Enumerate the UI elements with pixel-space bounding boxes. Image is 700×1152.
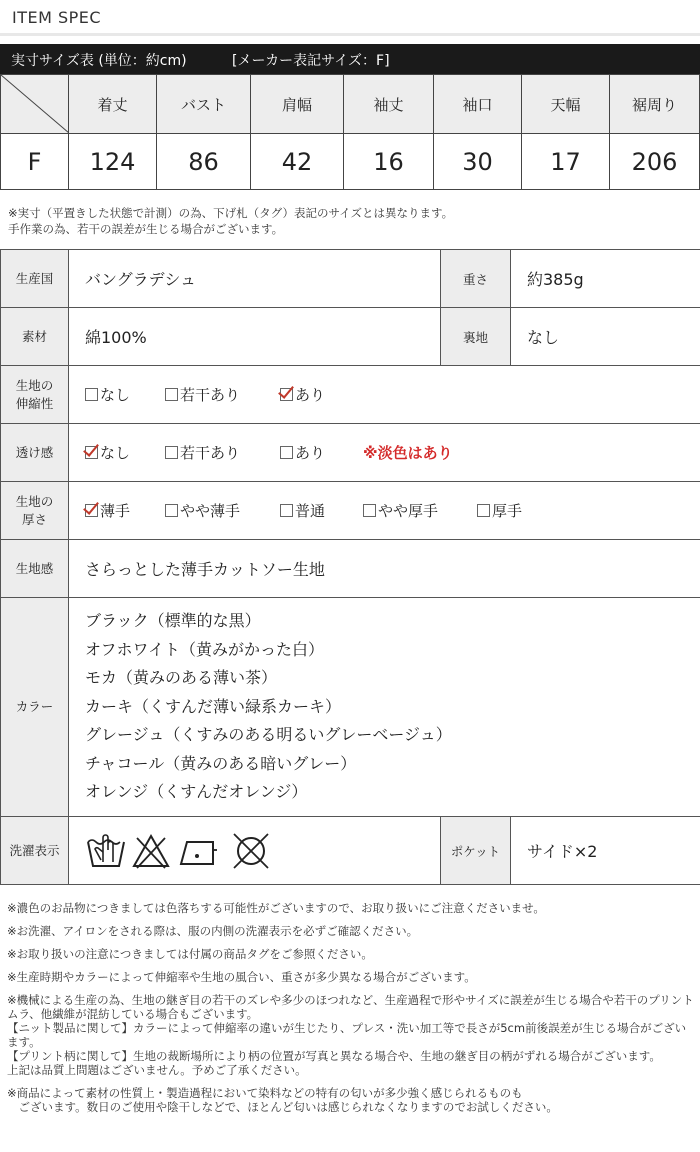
- checkbox-checked: [280, 388, 293, 401]
- weight-label: 重さ: [441, 250, 511, 308]
- size-value: 17: [522, 134, 610, 190]
- thickness-option: [477, 500, 522, 521]
- option-label: 普通: [295, 502, 326, 520]
- color-item: カーキ（くすんだ薄い緑系カーキ）: [85, 696, 342, 716]
- color-label: カラー: [1, 598, 69, 817]
- checkbox: [165, 388, 178, 401]
- stretch-options: [69, 366, 700, 424]
- care-notes: [7, 901, 697, 1114]
- note: ※生産時期やカラーによって伸縮率や生地の風合い、重さが多少異なる場合がございます。: [7, 970, 476, 984]
- col-header: 天幅: [522, 75, 610, 134]
- color-item: グレージュ（くすみのある明るいグレーベージュ）: [85, 725, 452, 745]
- spec-header: [0, 0, 700, 35]
- spec-row-feel: [1, 540, 700, 598]
- checkbox-checked: [85, 504, 98, 517]
- size-notes: [8, 205, 453, 237]
- note: ※機械による生産の為、生地の継ぎ目の若干のズレや多少のほつれなど、生産過程で形やサイズに誤差が生じる場合や若干のプリントムラ、他繊維が混紡している場合もございます。: [7, 993, 694, 1021]
- color-item: オフホワイト（黄みがかった白）: [85, 639, 325, 659]
- hand-wash-40-icon: [85, 832, 127, 870]
- thickness-option: [280, 500, 363, 521]
- corner-diagonal: [1, 75, 69, 133]
- option-label: なし: [100, 386, 131, 404]
- size-note: 手作業の為、若干の誤差が生じる場合がございます。: [8, 222, 284, 236]
- spec-row-sheer: [1, 424, 700, 482]
- sheer-option: [165, 442, 280, 463]
- thickness-option: [363, 500, 477, 521]
- size-value: 30: [434, 134, 522, 190]
- color-item: オレンジ（くすんだオレンジ）: [85, 782, 308, 802]
- sheer-option: [280, 442, 363, 463]
- note: ※商品によって素材の性質上・製造過程において染料などの特有の匂いが多少強く感じられるものも: [7, 1086, 523, 1100]
- checkbox-checked: [85, 446, 98, 459]
- feel-value: さらっとした薄手カットソー生地: [69, 540, 700, 598]
- option-label: 薄手: [100, 502, 131, 520]
- size-row-label: F: [1, 134, 69, 190]
- thickness-label-line: 厚さ: [21, 511, 47, 527]
- material-value: 綿100%: [69, 308, 441, 366]
- spec-row-care: [1, 817, 700, 885]
- no-tumble-dry-icon: [229, 831, 273, 871]
- spec-table: [0, 249, 700, 885]
- option-label: あり: [295, 386, 326, 404]
- color-item: ブラック（標準的な黒）: [85, 611, 261, 631]
- lining-label: 裏地: [441, 308, 511, 366]
- size-value: 42: [251, 134, 344, 190]
- iron-low-icon: [177, 832, 221, 870]
- option-label: 厚手: [492, 502, 523, 520]
- checkbox: [477, 504, 490, 517]
- spec-title: ITEM SPEC: [12, 8, 102, 27]
- stretch-option: [280, 384, 325, 405]
- option-label: なし: [100, 444, 131, 462]
- thickness-option: [165, 500, 280, 521]
- size-value: 16: [344, 134, 434, 190]
- checkbox: [280, 446, 293, 459]
- size-table-bar: [0, 44, 700, 74]
- checkbox: [165, 504, 178, 517]
- note: 【ニット製品に関して】カラーによって伸縮率の違いが生じたり、プレス・洗い加工等で長さが5cm前後誤差が生じる場合がございます。: [7, 1021, 687, 1049]
- size-unit-label: 実寸サイズ表 (単位：約cm): [11, 53, 187, 69]
- spec-row-stretch: [1, 366, 700, 424]
- size-value: 86: [157, 134, 251, 190]
- col-header: 袖口: [434, 75, 522, 134]
- note: 上記は品質上問題はございません。予めご了承ください。: [7, 1063, 307, 1077]
- size-header-row: [1, 75, 700, 134]
- note: ※お洗濯、アイロンをされる際は、服の内側の洗濯表示を必ずご確認ください。: [7, 924, 419, 938]
- col-header: バスト: [157, 75, 251, 134]
- header-rule: [0, 33, 700, 36]
- pocket-value: サイド×2: [511, 817, 700, 885]
- care-label: 洗濯表示: [1, 817, 69, 885]
- option-label: 若干あり: [180, 444, 241, 462]
- sheer-option: [85, 442, 165, 463]
- color-item: モカ（黄みのある薄い茶）: [85, 668, 278, 688]
- corner-cell: [1, 75, 69, 134]
- size-value: 206: [610, 134, 700, 190]
- stretch-label-line: 伸縮性: [15, 395, 54, 411]
- option-label: やや厚手: [378, 502, 439, 520]
- stretch-option: [85, 384, 165, 405]
- thickness-options: [69, 482, 700, 540]
- material-label: 素材: [1, 308, 69, 366]
- option-label: あり: [295, 444, 326, 462]
- spec-row-origin: [1, 250, 700, 308]
- maker-size-label: [メーカー表記サイズ：F]: [232, 53, 390, 69]
- size-value: 124: [69, 134, 157, 190]
- no-bleach-icon: [131, 832, 171, 870]
- checkbox: [85, 388, 98, 401]
- checkbox: [363, 504, 376, 517]
- origin-value: バングラデシュ: [69, 250, 441, 308]
- col-header: 着丈: [69, 75, 157, 134]
- color-list: [69, 598, 700, 817]
- col-header: 裾周り: [610, 75, 700, 134]
- size-note: ※実寸（平置きした状態で計測）の為、下げ札（タグ）表記のサイズとは異なります。: [8, 206, 454, 220]
- col-header: 袖丈: [344, 75, 434, 134]
- option-label: やや薄手: [180, 502, 241, 520]
- sheer-label: 透け感: [1, 424, 69, 482]
- note: ※お取り扱いの注意につきましては付属の商品タグをご参照ください。: [7, 947, 373, 961]
- size-row: [1, 134, 700, 190]
- origin-label: 生産国: [1, 250, 69, 308]
- spec-row-material: [1, 308, 700, 366]
- thickness-label-line: 生地の: [15, 493, 54, 509]
- care-icons: [69, 817, 441, 885]
- option-label: 若干あり: [180, 386, 241, 404]
- lining-value: なし: [511, 308, 700, 366]
- note: ございます。数日のご使用や陰干しなどで、ほとんど匂いは感じられなくなりますのでお試しください。: [7, 1100, 558, 1114]
- stretch-label-line: 生地の: [15, 377, 54, 393]
- thickness-label: [1, 482, 69, 540]
- checkbox: [280, 504, 293, 517]
- stretch-option: [165, 384, 280, 405]
- checkbox: [165, 446, 178, 459]
- color-item: チャコール（黄みのある暗いグレー）: [85, 753, 357, 773]
- note: ※濃色のお品物につきましては色落ちする可能性がございますので、お取り扱いにご注意くださいませ。: [7, 901, 545, 915]
- feel-label: 生地感: [1, 540, 69, 598]
- pocket-label: ポケット: [441, 817, 511, 885]
- thickness-option: [85, 500, 165, 521]
- size-table: [0, 74, 700, 190]
- sheer-warning: ※淡色はあり: [363, 444, 453, 462]
- note: 【プリント柄に関して】生地の裁断場所により柄の位置が写真と異なる場合や、生地の継ぎ目の柄がずれる場合がございます。: [7, 1049, 661, 1063]
- stretch-label: [1, 366, 69, 424]
- col-header: 肩幅: [251, 75, 344, 134]
- weight-value: 約385g: [511, 250, 700, 308]
- spec-row-colors: [1, 598, 700, 817]
- spec-row-thickness: [1, 482, 700, 540]
- sheer-options: [69, 424, 700, 482]
